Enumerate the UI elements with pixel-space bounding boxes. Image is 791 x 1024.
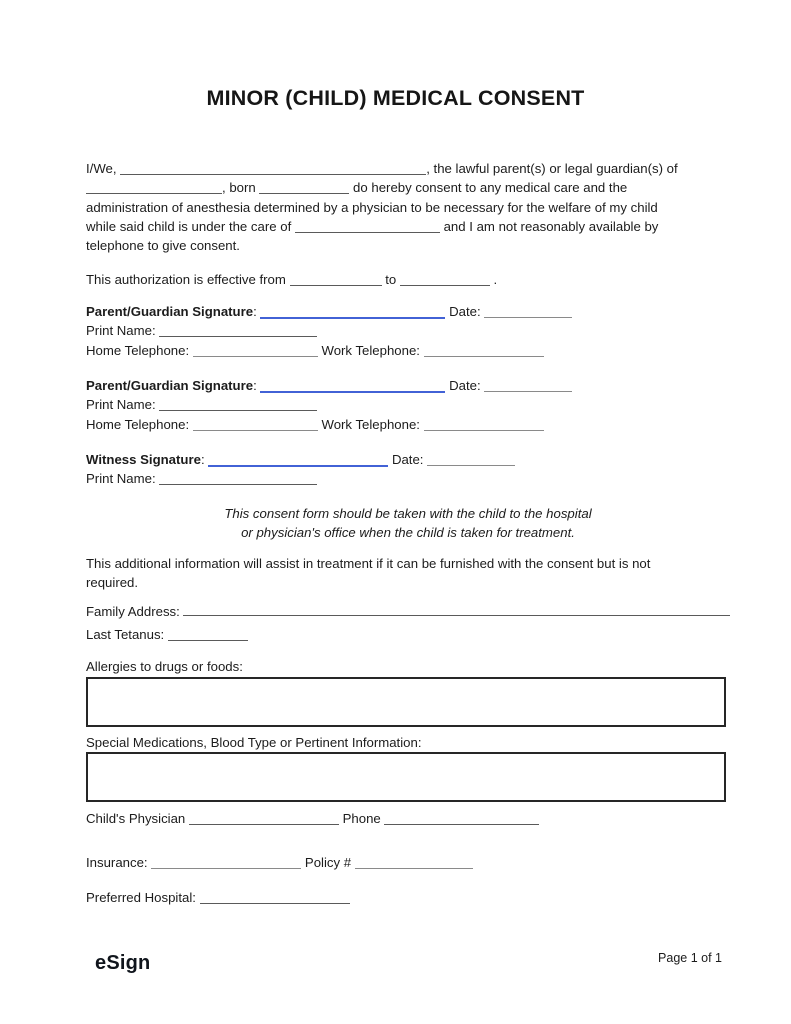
authorization-text: . [489,272,498,287]
special-medications-label: Special Medications, Blood Type or Pertinent Information: [86,735,422,750]
witness-date-blank[interactable] [427,453,515,466]
print-name-blank-2[interactable] [159,398,317,411]
caretaker-name-blank[interactable] [295,220,440,233]
family-address-label: Family Address: [86,604,184,619]
physician-label: Child's Physician [86,811,189,826]
witness-signature-label: Witness Signature [86,452,201,467]
home-telephone-label: Home Telephone: [86,416,190,432]
effective-from-blank[interactable] [290,273,382,286]
print-name-blank-1[interactable] [159,324,317,337]
parent-names-blank[interactable] [120,162,426,175]
date-label: Date: [391,452,424,467]
intro-text: I/We, [86,161,121,176]
child-name-blank[interactable] [86,181,222,194]
label-colon: : [253,378,257,393]
home-telephone-blank-2[interactable] [193,418,318,431]
phone-label: Phone [338,811,385,826]
notice-line-1: This consent form should be taken with the child to the hospital [224,506,592,521]
home-telephone-blank-1[interactable] [193,344,318,357]
label-colon: : [200,452,205,467]
insurance-label: Insurance: [86,855,152,870]
telephone-row [86,415,730,434]
intro-line-3: administration of anesthesia determined by a physician to be necessary for the welfare of my child [86,199,658,215]
work-telephone-label: Work Telephone: [321,342,420,358]
intro-line-5: telephone to give consent. [86,238,240,254]
policy-number-blank[interactable] [355,856,473,869]
work-telephone-blank-1[interactable] [424,344,544,357]
intro-text: , born [222,180,260,196]
print-name-label: Print Name: [86,397,156,413]
signature-label: Parent/Guardian Signature [86,304,254,319]
physician-blank[interactable] [189,812,339,825]
effective-to-blank[interactable] [400,273,490,286]
authorization-line [86,270,730,289]
parent-signature-block-2 [86,376,730,434]
esign-logo: eSign [95,952,151,974]
date-label: Date: [449,378,481,393]
authorization-text: to [381,272,400,287]
witness-signature-block [86,450,730,489]
policy-label: Policy # [301,855,355,870]
date-label: Date: [449,304,481,319]
signature-date-blank-2[interactable] [484,379,572,392]
family-address-blank[interactable] [183,603,730,616]
insurance-row [86,853,730,872]
additional-info-line-2: required. [86,575,139,591]
intro-line-1 [86,159,730,178]
preferred-hospital-row [86,888,730,907]
signature-row [86,376,730,395]
telephone-row [86,341,730,360]
insurance-blank[interactable] [151,856,301,869]
witness-print-name-blank[interactable] [159,472,317,485]
parent-signature-line-2[interactable] [260,380,445,393]
work-telephone-blank-2[interactable] [424,418,544,431]
print-name-label: Print Name: [86,471,156,487]
physician-phone-blank[interactable] [384,812,539,825]
label-colon: : [253,304,257,319]
last-tetanus-row [86,625,730,644]
signature-label: Parent/Guardian Signature [86,378,254,393]
family-address-row [86,602,730,621]
page-indicator: Page 1 of 1 [658,951,722,965]
intro-text: and I am not reasonably available by [439,218,659,234]
intro-text: do hereby consent to any medical care and the [349,180,628,196]
parent-signature-line-1[interactable] [260,306,445,319]
special-medications-box[interactable] [86,752,726,802]
preferred-hospital-label: Preferred Hospital: [86,890,200,905]
authorization-text: This authorization is effective from [86,272,290,287]
signature-date-blank-1[interactable] [484,305,572,318]
print-name-row [86,395,730,414]
print-name-row [86,321,730,340]
witness-signature-line[interactable] [208,454,388,467]
physician-row [86,809,730,828]
work-telephone-label: Work Telephone: [321,416,420,432]
signature-row [86,302,730,321]
intro-paragraph [86,159,730,255]
page-title: MINOR (CHILD) MEDICAL CONSENT [206,86,585,110]
preferred-hospital-blank[interactable] [200,891,350,904]
signature-row [86,450,730,469]
birth-date-blank[interactable] [259,181,349,194]
notice-line-2: or physician's office when the child is taken for treatment. [241,525,575,541]
intro-text: , the lawful parent(s) or legal guardian(s) of [426,161,678,176]
parent-signature-block-1 [86,302,730,360]
additional-info-paragraph [86,554,730,593]
additional-info-line-1: This additional information will assist in treatment if it can be furnished with the consent but is not [86,556,651,571]
intro-line-4 [86,217,730,236]
print-name-label: Print Name: [86,323,156,339]
intro-line-2 [86,178,730,197]
home-telephone-label: Home Telephone: [86,342,190,358]
intro-text: while said child is under the care of [86,218,295,234]
print-name-row [86,469,730,488]
last-tetanus-label: Last Tetanus: [86,627,168,642]
allergies-box[interactable] [86,677,726,727]
allergies-label: Allergies to drugs or foods: [86,659,243,674]
hospital-notice [86,504,730,543]
last-tetanus-blank[interactable] [168,628,248,641]
